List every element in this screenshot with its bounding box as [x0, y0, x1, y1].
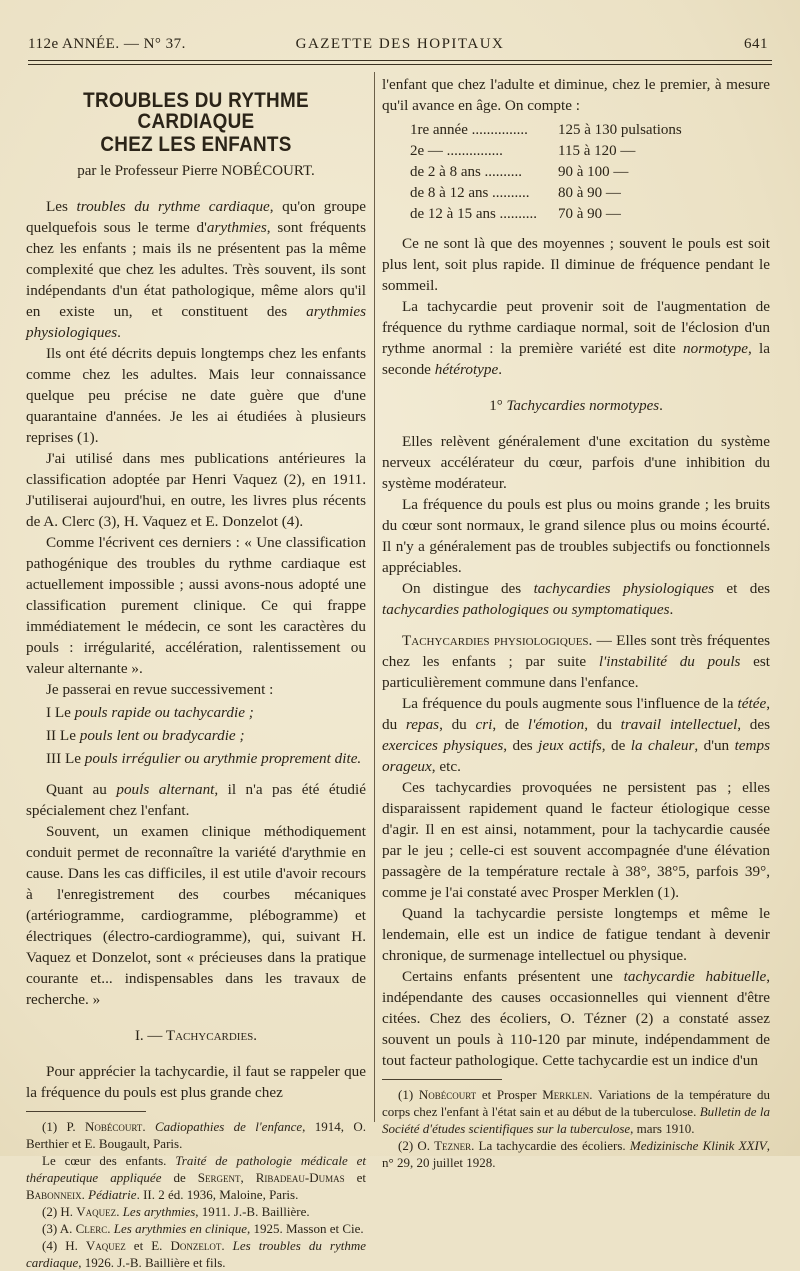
paragraph: l'enfant que chez l'adulte et diminue, chez le premier, à mesure qu'il avance en âge. On compte : [382, 76, 770, 114]
paragraph: Ils ont été décrits depuis longtemps chez les enfants comme chez les adultes. Mais leur connaissance quelque peu précise ne date guère que d'une quarantaine d'années. Je les ai étudiées à plusieurs reprises (1). [26, 345, 366, 446]
header-rule-double [28, 64, 772, 65]
paragraph: La fréquence du pouls est plus ou moins grande ; les bruits du cœur sont normaux, le grand silence plus ou moins écourté. Il n'y a généralement pas de troubles subjectifs ou fonctionnels appréciables. [382, 496, 770, 576]
footnotes-left [26, 1118, 366, 1271]
list-item: II Le pouls lent ou bradycardie ; [46, 727, 245, 744]
footnote: (3) A. Clerc. Les arythmies en clinique, 1925. Masson et Cie. [42, 1221, 364, 1236]
paragraph: J'ai utilisé dans mes publications antérieures la classification adoptée par Henri Vaquez (2), en 1911. J'utiliserai aujourd'hui, en outre, les livres plus récents de A. Clerc (3), H. Vaquez et E. Donzelot (4). [26, 450, 366, 530]
article-byline [26, 161, 366, 182]
paragraph: Souvent, un examen clinique méthodiquement conduit permet de reconnaître la variété d'arythmie en cause. Dans les cas difficiles, il est utile d'avoir recours à l'enregistrement des courbes mécaniques (artériogramme, cardiogramme, plébogramme) et électriques (électro-cardiogramme), qui, suivant H. Vaquez et Donzelot, sont « précieuses dans la pratique courante et... indispensables dans les travaux de recherche. » [26, 823, 366, 1008]
table-row: de 12 à 15 ans .......... 70 à 90 — [410, 206, 621, 222]
footnote: Le cœur des enfants. Traité de pathologie médicale et thérapeutique appliquée de Sergent, Ribadeau-Dumas et Babonneix. Pédiatrie. II. 2 éd. 1936, Maloine, Paris. [26, 1153, 366, 1202]
page-number: 641 [744, 36, 768, 52]
paragraph: La tachycardie peut provenir soit de l'augmentation de fréquence du rythme cardiaque normal, soit de l'éclosion d'un rythme anormal : la première variété est dite normotype, la seconde hétérotype. [382, 298, 770, 378]
paragraph: Quand la tachycardie persiste longtemps et même le lendemain, elle est un indice de fatigue tendant à devenir chronique, de surmenage intellectuel ou physique. [382, 905, 770, 964]
section-heading: I. — Tachycardies. [134, 1028, 258, 1044]
paragraph: Quant au pouls alternant, il n'a pas été étudié spécialement chez l'enfant. [26, 781, 366, 819]
footnote: (2) H. Vaquez. Les arythmies, 1911. J.-B. Baillière. [42, 1204, 310, 1219]
table-row: 2e — ............... 115 à 120 — [410, 143, 636, 159]
column-divider [374, 72, 375, 1122]
table-row: de 8 à 12 ans .......... 80 à 90 — [410, 185, 621, 201]
paragraph: Certains enfants présentent une tachycardie habituelle, indépendante des causes occasionnelles qui viennent d'être citées. Chez des écoliers, O. Tézner (2) a constaté assez souvent un pouls à 110-120 par minute, indépendamment de tout facteur pathologique. Cette tachycardie est un indice d'un [382, 968, 771, 1069]
footnotes-right [382, 1086, 770, 1171]
table-row: de 2 à 8 ans .......... 90 à 100 — [410, 164, 629, 180]
list-item: III Le pouls irrégulier ou arythmie proprement dite. [46, 750, 362, 767]
author-name: NOBÉCOURT. [221, 163, 315, 179]
paragraph: Ce ne sont là que des moyennes ; souvent le pouls est soit plus lent, soit plus rapide. Il diminue de fréquence pendant le sommeil. [382, 235, 770, 294]
footnote: (1) P. Nobécourt. Cadiopathies de l'enfance, 1914, O. Berthier et E. Bougault, Paris. [26, 1119, 366, 1151]
publication-title: GAZETTE DES HOPITAUX [295, 36, 505, 52]
paragraph: On distingue des tachycardies physiologiques et des tachycardies pathologiques ou symptomatiques. [382, 580, 770, 618]
article-title-line1: TROUBLES DU RYTHME CARDIAQUE [83, 89, 309, 133]
left-column [26, 74, 366, 1271]
footnote: (2) O. Tezner. La tachycardie des écoliers. Medizinische Klinik XXIV, n° 29, 20 juillet 1928. [382, 1138, 770, 1170]
paragraph: Elles relèvent généralement d'une excitation du système nerveux accélérateur du cœur, parfois d'une inhibition du système modérateur. [382, 433, 770, 492]
paragraph: La fréquence du pouls augmente sous l'influence de la tétée, du repas, du cri, de l'émotion, du travail intellectuel, des exercices physiques, des jeux actifs, de la chaleur, d'un temps orageux, etc. [382, 695, 771, 775]
right-column [382, 74, 770, 1171]
paragraph: Comme l'écrivent ces derniers : « Une classification pathogénique des troubles du rythme cardiaque est actuellement impossible ; aussi avons-nous adopté une classification purement clinique. Ce qui frappe immédiatement le médecin, ce sont les caractères du pouls : irrégularité, accélération, ralentissement ou valeur alternante ». [26, 534, 366, 677]
section-heading: 1° Tachycardies normotypes. [489, 398, 663, 414]
table-row: 1re année ............... 125 à 130 pulsations [410, 122, 682, 138]
byline-prefix: par le Professeur Pierre [77, 163, 222, 179]
page-header [28, 36, 772, 58]
paragraph: Je passerai en revue successivement : [46, 681, 274, 698]
header-rule [28, 60, 772, 61]
article-title-line2: CHEZ LES ENFANTS [100, 133, 292, 156]
issue-number: 112e ANNÉE. — N° 37. [28, 36, 186, 52]
list-item: I Le pouls rapide ou tachycardie ; [46, 704, 254, 721]
paragraph: Ces tachycardies provoquées ne persistent pas ; elles disparaissent rapidement quand le facteur étiologique cesse d'agir. Il en est ainsi, notamment, pour la tachycardie causée par le jeu ; celle-ci est souvent accompagnée d'une élévation passagère de la température rectale à 38°, 38°5, parfois 39°, comme je l'ai constaté avec Prosper Merklen (1). [382, 779, 770, 901]
paragraph: Tachycardies physiologiques. — Elles sont très fréquentes chez les enfants ; par suite l'instabilité du pouls est particulièrement commune dans l'enfance. [382, 632, 770, 691]
footnote: (1) Nobécourt et Prosper Merklen. Variations de la température du corps chez l'enfant à l'état sain et au début de la tuberculose. Bulletin de la Société d'études scientifiques sur la tuberculose, mars 1910. [382, 1087, 770, 1136]
footnote: (4) H. Vaquez et E. Donzelot. Les troubles du rythme cardiaque, 1926. J.-B. Baillière et fils. [26, 1238, 367, 1270]
pulse-rate-table [410, 120, 770, 225]
paragraph: Les troubles du rythme cardiaque, qu'on groupe quelquefois sous le terme d'arythmies, sont fréquents chez les enfants ; mais ils ne présentent pas la même complexité que chez les adultes. Très souvent, ils sont indépendants d'un état pathologique, même alors qu'il en existe un, et constituent des arythmies physiologiques. [26, 198, 366, 341]
paragraph: Pour apprécier la tachycardie, il faut se rappeler que la fréquence du pouls est plus grande chez [26, 1063, 366, 1101]
footnote-rule [26, 1111, 146, 1112]
footnote-rule [382, 1079, 502, 1080]
